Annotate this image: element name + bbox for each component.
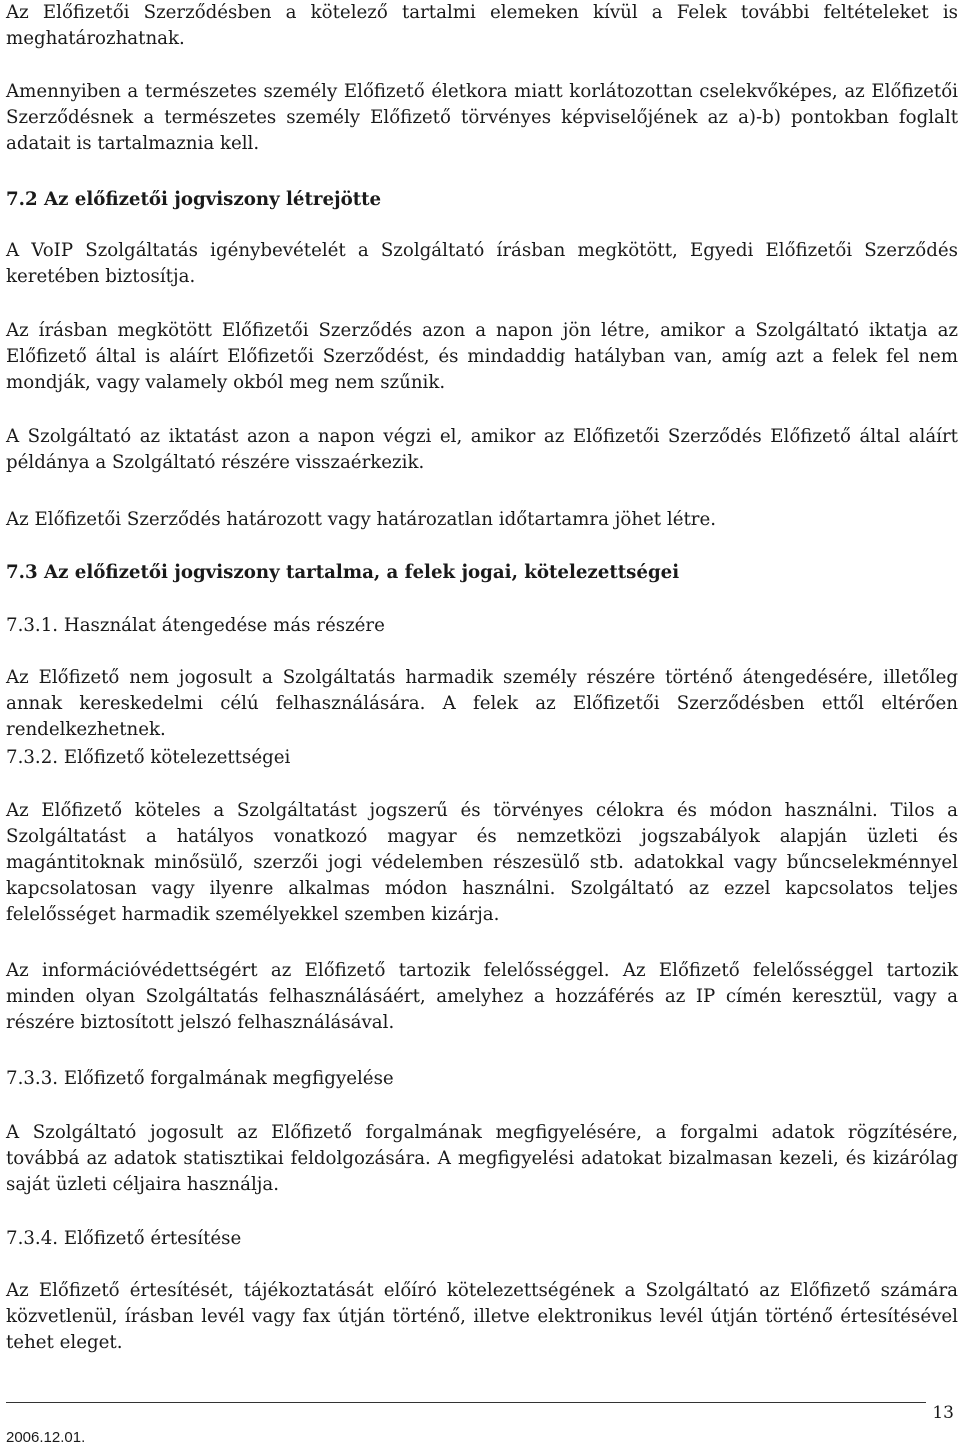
paragraph-contract-creation: Az írásban megkötött Előfizetői Szerződés azon a napon jön létre, amikor a Szolgáltató iktatja az Előfizető által is aláírt Előfizetői Szerződést, és mindaddig hatályban van, amíg azt a felek fel nem mondják, vagy valamely okból meg nem szűnik. [6,320,958,393]
paragraph-transfer-use: Az Előfizető nem jogosult a Szolgáltatás harmadik személy részére történő átengedésére, illetőleg annak kereskedelmi célú felhasználására. A felek az Előfizetői Szerződésben ettől eltérően rendelkezhetnek. [6,667,958,740]
heading-7-3: 7.3 Az előfizetői jogviszony tartalma, a felek jogai, kötelezettségei [6,562,680,583]
paragraph-filing: A Szolgáltató az iktatást azon a napon végzi el, amikor az Előfizetői Szerződés Előfizető által aláírt példánya a Szolgáltató részére visszaérkezik. [6,426,958,473]
heading-7-3-1: 7.3.1. Használat átengedése más részére [6,615,385,636]
heading-7-2: 7.2 Az előfizetői jogviszony létrejötte [6,189,382,210]
heading-7-3-2: 7.3.2. Előfizető kötelezettségei [6,747,291,768]
document-page [6,0,958,1449]
footer-divider [6,1402,926,1403]
footer-date: 2006.12.01. [6,1429,86,1446]
paragraph-limited-capacity: Amennyiben a természetes személy Előfizető életkora miatt korlátozottan cselekvőképes, az Előfizetői Szerződésnek a természetes személy Előfizető törvényes képviselőjének az a)-b) pontokban foglalt adatait is tartalmaznia kell. [6,81,958,154]
paragraph-additional-terms: Az Előfizetői Szerződésben a kötelező tartalmi elemeken kívül a Felek további feltételeket is meghatározhatnak. [6,2,958,49]
paragraph-duration: Az Előfizetői Szerződés határozott vagy határozatlan időtartamra jöhet létre. [6,509,717,530]
paragraph-obligations: Az Előfizető köteles a Szolgáltatást jogszerű és törvényes célokra és módon használni. Tilos a Szolgáltatást a hatályos vonatkozó magyar és nemzetközi jogszabályok alapján üzleti és magántitoknak minősülő, szerzői jogi védelemben részesülő stb. adatokkal vagy bűncselekménnyel kapcsolatosan vagy ilyenre alkalmas módon használni. Szolgáltató az ezzel kapcsolatos teljes felelősséget harmadik személyekkel szemben kizárja. [6,800,958,925]
heading-7-3-4: 7.3.4. Előfizető értesítése [6,1228,242,1249]
heading-7-3-3: 7.3.3. Előfizető forgalmának megfigyelése [6,1068,394,1089]
paragraph-information-security: Az információvédettségért az Előfizető tartozik felelősséggel. Az Előfizető felelősséggel tartozik minden olyan Szolgáltatás felhasználásáért, amelyhez a hozzáférés az IP címén keresztül, vagy a részére biztosított jelszó felhasználásával. [6,960,958,1033]
paragraph-traffic-monitoring: A Szolgáltató jogosult az Előfizető forgalmának megfigyelésére, a forgalmi adatok rögzítésére, továbbá az adatok statisztikai feldolgozására. A megfigyelési adatokat bizalmasan kezeli, és kizárólag saját üzleti céljaira használja. [6,1122,958,1195]
page-number: 13 [932,1403,954,1423]
paragraph-notification: Az Előfizető értesítését, tájékoztatását előíró kötelezettségének a Szolgáltató az Előfizető számára közvetlenül, írásban levél vagy fax útján történő, illetve elektronikus levél útján történő értesítésével tehet eleget. [6,1280,958,1353]
paragraph-voip-service: A VoIP Szolgáltatás igénybevételét a Szolgáltató írásban megkötött, Egyedi Előfizetői Szerződés keretében biztosítja. [6,240,958,287]
